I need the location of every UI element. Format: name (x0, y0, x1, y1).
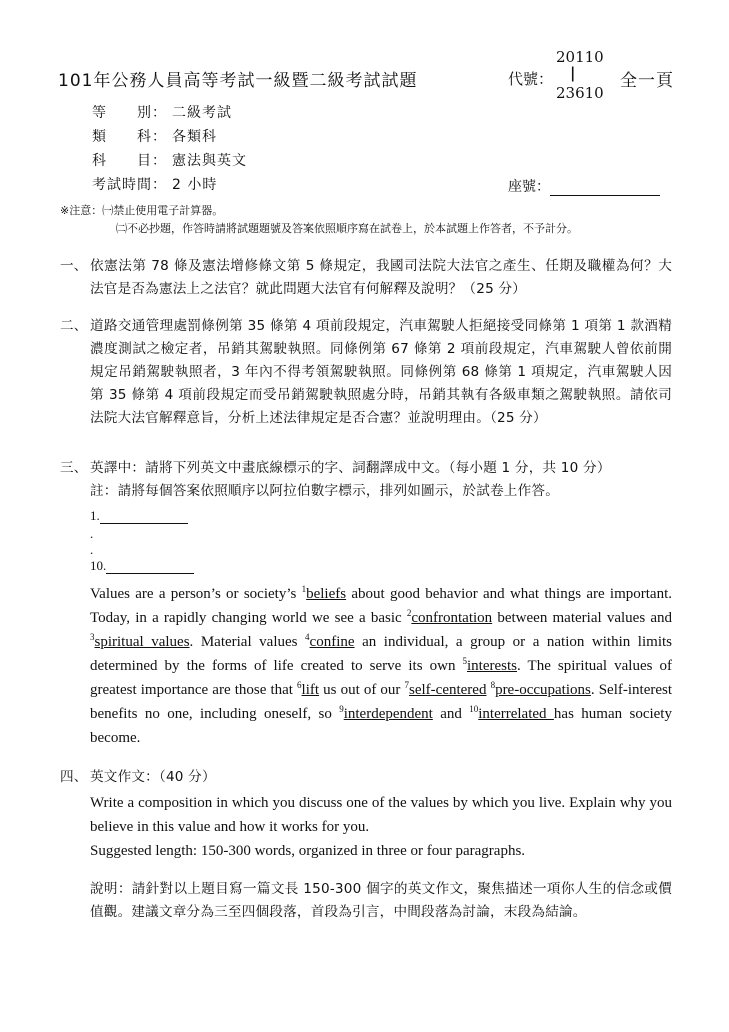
meta-row-category (92, 126, 217, 146)
question-number: 二、 (60, 318, 88, 334)
passage-text: . The spiritual values of greatest importance are those that (90, 658, 672, 698)
word-number: 3 (90, 632, 95, 642)
english-passage (90, 582, 672, 750)
passage-text: about good behavior and what things are important. Today, in a rapidly changing world we see a basic (90, 586, 672, 626)
note-prefix: ※注意： (60, 204, 103, 217)
underlined-word: interests (467, 658, 517, 674)
page-count-label: 全一頁 (620, 71, 674, 91)
word-number: 7 (404, 680, 410, 690)
passage-text: an individual, a group or a nation within limits determined by the forms of life created to serve its own (90, 634, 672, 674)
meta-value: 二級考試 (172, 105, 232, 121)
question-1-text: 依憲法第 78 條及憲法增修條文第 5 條規定，我國司法院大法官之產生、任期及職權為何？大法官是否為憲法上之法官？就此問題大法官有何解釋及說明？（25 分） (90, 258, 672, 297)
exam-title: 101年公務人員高等考試一級暨二級考試試題 (58, 71, 418, 91)
passage-text: us out of our (319, 682, 405, 698)
meta-row-subject (92, 150, 247, 170)
seat-number-field (508, 176, 660, 196)
question-number: 三、 (60, 460, 88, 476)
word-number: 2 (406, 608, 412, 618)
word-number: 4 (305, 632, 310, 642)
answer-list-dot: . (90, 526, 94, 541)
answer-list-dot: . (90, 542, 94, 557)
composition-prompt: Write a composition in which you discuss one of the values by which you live. Explain why you believe in this value and how it works for you. (90, 795, 672, 835)
composition-explanation: 說明：請針對以上題目寫一篇文長 150-300 個字的英文作文，聚焦描述一項你人生的信念或價值觀。建議文章分為三至四個段落，首段為引言，中間段落為討論，末段為結論。 (90, 881, 672, 920)
suggested-length: Suggested length: 150-300 words, organized in three or four paragraphs. (90, 843, 526, 859)
meta-value: 憲法與英文 (172, 153, 247, 169)
answer-list-first: 1. (90, 508, 100, 523)
passage-text: . Material values (189, 634, 306, 650)
meta-value: 2 小時 (172, 177, 218, 193)
code-label: 代號： (508, 70, 554, 88)
word-number: 6 (297, 680, 302, 690)
passage-text: has human society become. (90, 706, 672, 746)
answer-format-example (90, 508, 194, 576)
seat-blank-line (550, 181, 660, 196)
underlined-word: interdependent (343, 706, 433, 722)
question-3-line-2: 註：請將每個答案依照順序以阿拉伯數字標示，排列如圖示，於試卷上作答。 (90, 483, 559, 499)
meta-label: 等 別： (92, 105, 167, 121)
passage-text: and (432, 706, 470, 722)
question-4 (60, 766, 674, 790)
seat-label: 座號： (508, 179, 550, 195)
note-1-text: ㈠禁止使用電子計算器。 (102, 204, 224, 217)
word-number: 8 (490, 680, 496, 690)
answer-list-last: 10. (90, 558, 107, 573)
question-3-instructions (90, 457, 672, 503)
underlined-word: spiritual values (94, 634, 190, 650)
underlined-word: confrontation (411, 610, 493, 626)
word-number: 1 (301, 584, 307, 594)
passage-text: . Self-interest benefits no one, including oneself, so (90, 682, 673, 722)
note-2: ㈡不必抄題，作答時請將試題題號及答案依照順序寫在試卷上，於本試題上作答者，不予計分。 (116, 222, 578, 235)
answer-blank-line (100, 510, 188, 524)
code-top: 20110 (556, 48, 604, 66)
underlined-word: confine (309, 634, 355, 650)
code-bottom: 23610 (556, 84, 604, 102)
passage-text: between material values and (492, 610, 672, 626)
meta-row-time (92, 174, 217, 194)
question-3 (60, 457, 674, 503)
meta-value: 各類科 (172, 129, 217, 145)
meta-row-level (92, 102, 232, 122)
underlined-word: beliefs (306, 586, 347, 602)
word-number: 5 (462, 656, 467, 666)
underlined-word: pre-occupations (495, 682, 591, 698)
question-2-text: 道路交通管理處罰條例第 35 條第 4 項前段規定，汽車駕駛人拒絕接受同條第 1 項第 1 款酒精濃度測試之檢定者，吊銷其駕駛執照。同條例第 67 條第 2 項前段規定，汽車駕駛人曾依前開規定吊銷駕駛執照者，3 年內不得考領駕駛執照。同條例第 68 條第 1 項規定，汽車駕駛人因第 35 條第 4 項前段規定而受吊銷駕駛執照處分時，吊銷其執有各級車類之駕駛執照。請依司法院大法官解釋意旨，分析上述法律規定是否合憲？並說明理由。（25 分） (90, 318, 672, 426)
note-1 (60, 202, 223, 218)
word-number: 10 (469, 704, 479, 714)
word-number: 9 (339, 704, 344, 714)
question-3-line-1: 英譯中：請將下列英文中畫底線標示的字、詞翻譯成中文。（每小題 1 分，共 10 分） (90, 460, 611, 476)
question-number: 四、 (60, 769, 88, 785)
underlined-word: self-centered (409, 682, 487, 698)
underlined-word: lift (301, 682, 320, 698)
question-1 (60, 255, 674, 301)
question-4-heading: 英文作文：（40 分） (90, 769, 216, 785)
underlined-word: interrelated (478, 706, 554, 722)
passage-text: Values are a person’s or society’s (90, 586, 302, 602)
question-2 (60, 315, 674, 455)
question-number: 一、 (60, 258, 88, 274)
meta-label: 科 目： (92, 153, 167, 169)
meta-label: 類 科： (92, 129, 167, 145)
meta-label: 考試時間： (92, 177, 167, 193)
code-separator: | (570, 64, 576, 82)
answer-blank-line (106, 560, 194, 574)
